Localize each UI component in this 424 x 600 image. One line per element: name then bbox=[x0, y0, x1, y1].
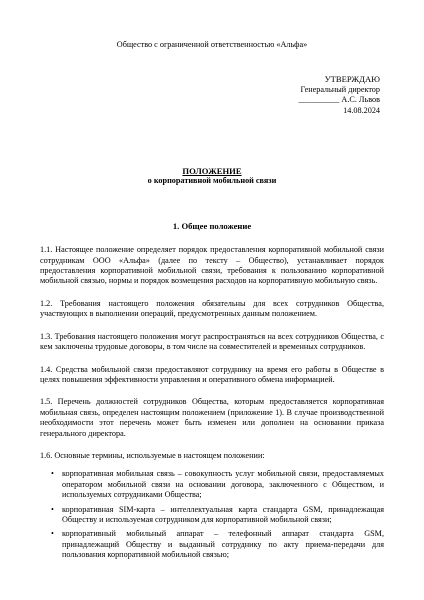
term-text: корпоративный мобильный аппарат – телефонный аппарат стандарта GSM, принадлежащий Обществу и выданный сотруднику по акту приема-передачи для пользования корпоративной мобильной связью; bbox=[62, 529, 384, 560]
list-item bbox=[51, 469, 384, 500]
paragraph-1-5: 1.5. Перечень должностей сотрудников Общества, которым предоставляется корпоративная мобильная связь, определен настоящим положением (приложение 1). В случае производственной необходимости этот перечень может быть изменен или дополнен на основании приказа генерального директора. bbox=[40, 397, 384, 438]
term-text: корпоративная мобильная связь – совокупность услуг мобильной связи, предоставляемых оператором мобильной связи на основании договора, заключенного с Обществом, и используемых сотрудниками Общества; bbox=[62, 469, 384, 500]
bullet-icon: • bbox=[51, 469, 54, 479]
approval-position: Генеральный директор bbox=[300, 84, 380, 94]
document-title bbox=[40, 166, 384, 187]
list-item bbox=[51, 529, 384, 560]
approval-heading: УТВЕРЖДАЮ bbox=[324, 74, 380, 85]
paragraph-1-4: 1.4. Средства мобильной связи предоставляют сотруднику на время его работы в Обществе в целях повышения эффективности управления и оперативного обмена информацией. bbox=[40, 364, 384, 384]
approval-date: 14.08.2024 bbox=[343, 105, 380, 115]
approval-signature: __________ А.С. Львов bbox=[298, 95, 380, 105]
organization-name: Общество с ограниченной ответственностью «Альфа» bbox=[116, 40, 308, 49]
term-text: корпоративная SIM-карта – интеллектуальная карта стандарта GSM, принадлежащая Обществу и используемая сотрудником для корпоративной мобильной связи; bbox=[62, 504, 384, 524]
document-title-main: ПОЛОЖЕНИЕ bbox=[182, 166, 242, 177]
paragraph-1-3: 1.3. Требования настоящего положения могут распространяться на всех сотрудников Общества, с кем заключены трудовые договоры, в том числе на совместителей и временных сотрудников. bbox=[40, 331, 384, 352]
paragraph-1-6: 1.6. Основные термины, используемые в настоящем положении: bbox=[40, 450, 265, 460]
approval-block bbox=[40, 74, 384, 116]
paragraph-1-1: 1.1. Настоящее положение определяет порядок предоставления корпоративной мобильной связи сотрудникам ООО «Альфа» (далее по тексту – Общество), устанавливает порядок предоставления корпоративной мобильной связи, требования к пользованию корпоративной мобильной связью, нормы и порядок возмещения расходов на корпоративную мобильную связь. bbox=[40, 245, 384, 286]
paragraph-1-2: 1.2. Требования настоящего положения обязательны для всех сотрудников Общества, участвующих в выполнении операций, предусмотренных данным положением. bbox=[40, 298, 384, 319]
bullet-icon: • bbox=[51, 529, 54, 539]
list-item bbox=[51, 504, 384, 526]
section-heading: 1. Общее положение bbox=[172, 220, 252, 231]
bullet-icon: • bbox=[51, 504, 54, 514]
document-title-subtitle: о корпоративной мобильной связи bbox=[147, 176, 277, 186]
terms-list bbox=[40, 469, 384, 560]
